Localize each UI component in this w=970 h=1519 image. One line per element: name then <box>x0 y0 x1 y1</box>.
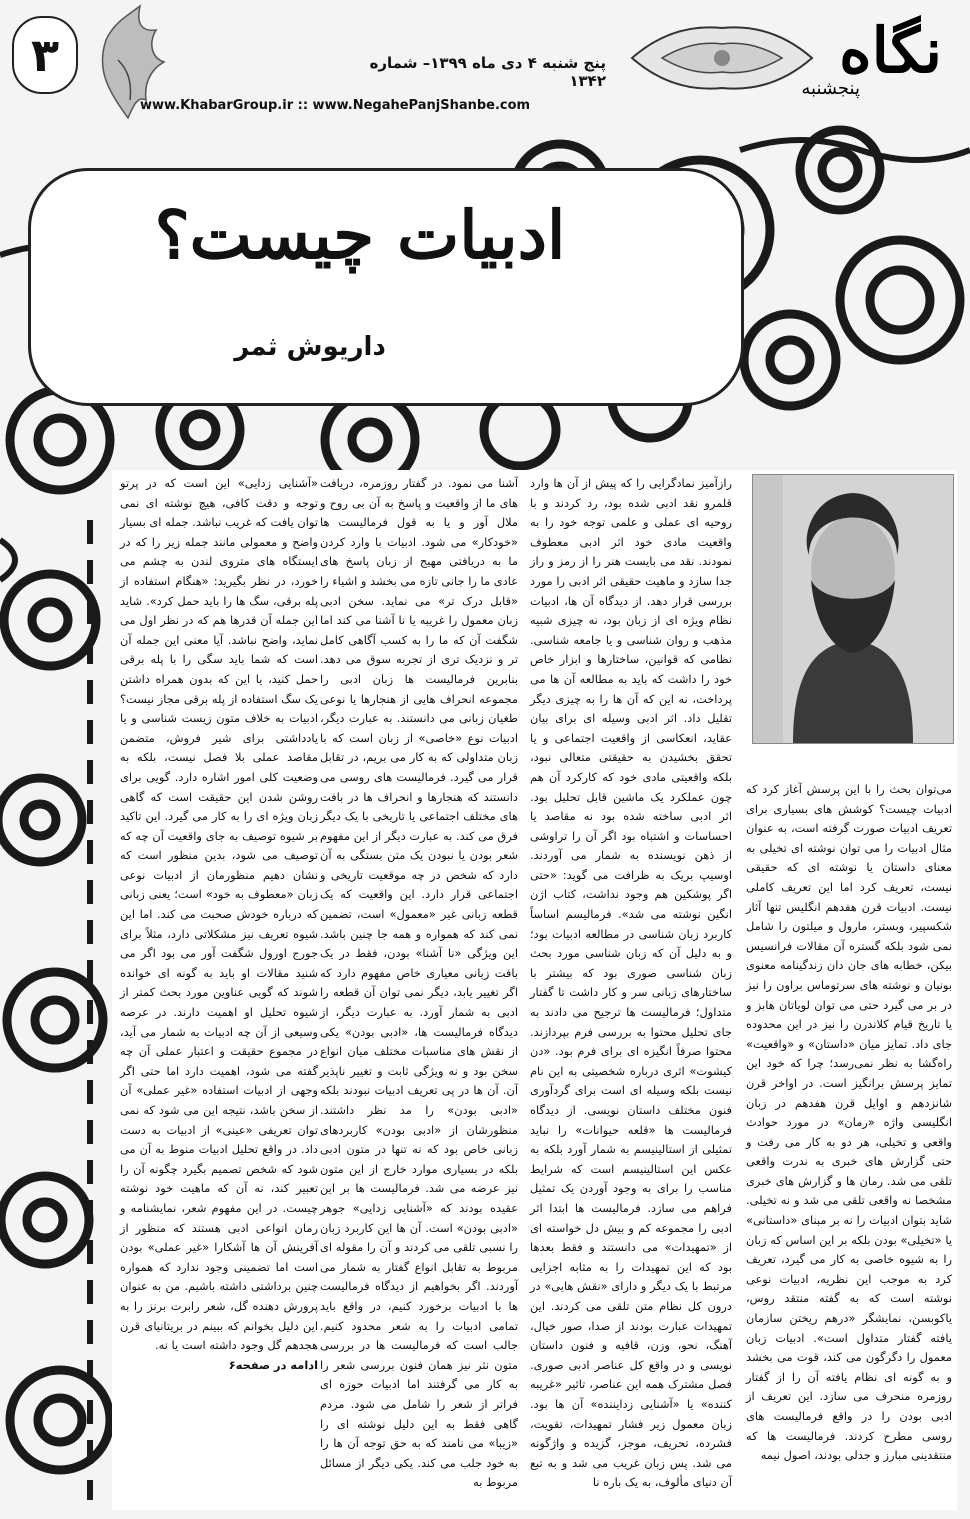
article-column-4 <box>120 474 318 1375</box>
brand-logo-text: نگاه <box>839 14 942 87</box>
brand-subtitle: پنجشنبه <box>801 78 860 99</box>
issue-date-line: پنج شنبه ۴ دی ماه ۱۳۹۹– شماره ۱۳۴۲ <box>369 54 606 90</box>
article-column-2 <box>530 474 732 1493</box>
website-urls: www.KhabarGroup.ir :: www.NegahePanjShanbe.com <box>140 98 531 113</box>
page-number: ۳ <box>12 16 78 94</box>
ornament-frame-icon <box>622 18 822 98</box>
column-2-text: رازآمیز نمادگرایی را که پیش از آن ها وارد قلمرو نقد ادبی شده بود، رد کردند و با روحیه ای عملی و علمی توجه خود را به واقعیت مادی خود اثر ادبی معطوف نمودند. نقد می بایست هنر را از رمز و راز جدا سازد و ماهیت حقیقی اثر ادبی را مورد بررسی قرار دهد. از دیدگاه آن ها، ادبیات نظام ویژه ای از زبان بود، نه چیزی شبیه مذهب و روان شناسی و یا جامعه شناسی. نظامی که قوانین، ساختارها و ابزار خاص خود را داشت که باید به مطالعه آن ها می پرداخت، نه این که آن ها را به چیزی دیگر تقلیل داد. اثر ادبی وسیله ای برای بیان عقاید، انعکاسی از واقعیت اجتماعی و یا تحقق بخشیدن به حقیقتی متعالی نبود، بلکه واقعیتی مادی خود که کارکرد آن هم چون عملکرد یک ماشین قابل تحلیل بود. اثر ادبی ساخته شده بود نه مقاصد یا احساسات و اشتباه بود اگر آن را تراوشی از ذهن نویسنده به شمار می آوردند. اوسیپ بریک به ظرافت می گوید: «حتی اگر پوشکین هم وجود نداشت، کتاب اژن انگین نوشته می شد». فرمالیسم اساساً کاربرد زبان شناسی در مطالعه ادبیات بود؛ و به دلیل آن که زبان شناسی مورد بحث زبان شناسی صوری بود که بیشتر با ساختارهای زبانی سر و کار داشت تا گفتار متداول؛ فرمالیست ها ترجیح می دادند به جای تحلیل محتوا به بررسی فرم بپردازند. محتوا صرفاً انگیزه ای برای فرم بود. «دن کیشوت» اثری درباره شخصیتی به این نام نیست بلکه وسیله ای است برای گردآوری فنون مختلف داستان نویسی. از دیدگاه فرمالیست ها «قلعه حیوانات» را نباید تمثیلی از استالینیسم به شمار آورد بلکه به عکس این استالینیسم است که شرایط مناسب را برای به وجود آوردن یک تمثیل فراهم می سازد. فرمالیست ها ابتدا اثر ادبی را مجموعه کم و بیش دل خواسته ای از «تمهیدات» می دانستند و فقط بعدها بود که این تمهیدات را به مثابه اجزایی مرتبط با یک دیگر و دارای «نقش هایی» در درون کل نظام متن تلقی می کردند. این تمهیدات عبارت بودند از صدا، صور خیال، آهنگ، نحو، وزن، قافیه و فنون داستان نویسی و در واقع کل عناصر ادبی صوری. فصل مشترک همه این عناصر، تاثیر «غریبه کننده» یا «آشنایی زدایننده» آن ها بود. زبان معمول زیر فشار تمهیدات، تقویت، فشرده، تحریف، موجز، گزیده و واژگونه می شد. پس زبان غریب می شد و به تبع آن دنیای مألوف، به یک باره نا <box>530 476 732 1490</box>
article-author: داریوش ثمر <box>234 332 386 362</box>
continued-on-page: ادامه در صفحه۶ <box>228 1357 318 1372</box>
author-portrait-image <box>753 475 953 743</box>
article-title: ادبیات چیست؟ <box>154 196 566 274</box>
author-photo <box>752 474 954 744</box>
article-column-3 <box>320 474 518 1493</box>
column-1-text: می‌توان بحث را با این پرسش آغاز کرد که ادبیات چیست؟ کوشش های بسیاری برای تعریف ادبیات صورت گرفته است، به عنوان مثال ادبیات را می توان نوشته ای تخیلی به معنای داستان یا نوشته ای که حقیقی نیست، تعریف کرد اما این تعریف کاملی نیست. ادبیات قرن هفدهم انگلیس تنها آثار شکسپیر، وبستر، مارول و میلتون را شامل نمی شود بلکه گستره آن مقالات فرانسیس بیکن، خطابه های جان دان زندگینامه معنوی بونیان و نوشته های سرتوماس براون را نیز در بر می گیرد حتی می توان لویاتان هابز و یا تاریخ قیام کلاندرن را نیز در این محدوده جای داد. تمایز میان «داستان» و «واقعیت» راه‌گشا به نظر نمی‌رسد؛ چرا که خود این تمایز پرسش برانگیز است. در اواخر قرن شانزدهم و اوایل قرن هفدهم در زبان انگلیسی واژه «رمان» در مورد حوادث واقعی و تخیلی، هر دو به کار می رفت و حتی گزارش های خبری به ندرت واقعی تلقی می شد. رمان ها و گزارش های خبری مشخصا نه واقعی تلقی می شد و نه تخیلی. شاید بتوان ادبیات را نه بر مبنای «داستانی» یا «تخیلی» بودن بلکه بر این اساس که زبان را به شیوه خاصی به کار می گیرد، تعریف کرد به موجب این نظریه، ادبیات نوعی نوشته است که به گفته منتقد روس، یاکوبسن، نمایشگر «درهم ریختن سازمان یافته گفتار متداول است». ادبیات زبان معمول را دگرگون می کند، قوت می بخشد و به گونه ای نظام یافته آن را از گفتار روزمره منحرف می سازد. این تعریف از ادبی بودن را در واقع فرمالیست های روسی مطرح کردند. فرمالیست ها که منتقدینی مبارز و جدلی بودند، اصول نیمه <box>746 782 952 1463</box>
article-column-1 <box>746 780 952 1466</box>
column-4-text: «آشنایی زدایی» این است که در پرتو توجه و دقت کافی، هیچ نوشته ای نمی توان یافت که غریب نباشد. جمله ای بسیار واضح و معمولی مانند جمله زیر را که در ایستگاه های متروی لندن به چشم می خورد، در نظر بگیرید: «هنگام استفاده از پله برقی، سگ ها را باید حمل کرد». شاید این جمله آن قدرها هم که در نظر اول می نماید، واضح نباشد. آیا معنی این جمله آن است که شما باید سگی را با پله برقی حمل کنید، یا این که بدون همراه داشتن یک سگ استفاده از پله برقی مجاز نیست؟ ادبیات به خلاف متون زیست شناسی و یا یادداشتی برای شیر فروش، متضمن مقاصد عملی بلا فصل نیست، بلکه به وضعیت کلی امور اشاره دارد. گویی برای روشن شدن این حقیقت است که گاهی زبان ویژه ای را به کار می گیرد. این تاکید بر شیوه توصیف به جای واقعیت آن چه که توصیف می شود، بدین منظور است که نشان دهیم منظورمان از ادبیات نوعی زبان «معطوف به خود» است؛ یعنی زبانی که درباره خودش صحبت می کند. اما این شیوه تعریف نیز مشکلاتی دارد، مثلاً برای جورج اورول شگفت آور می بود اگر می شنید مقالات او باید به گونه ای خوانده شوند که گویی عناوین مورد بحث کمتر از شیوه تحلیل او اهمیت دارند. در عرصه وسیعی از آن چه ادبیات به شمار می آید، در مجموع حقیقت و اعتبار عملی آن چه گفته می شود، اهمیت دارد اما حتی اگر وجهی از ادبیات استفاده «غیر عملی» آن از سخن باشد، نتیجه این می شود که نمی توان تعریفی «عینی» از ادبیات به دست داد. در واقع تحلیل ادبیات منوط به آن می شود که شخص تصمیم بگیرد چگونه آن را تعبیر کند، نه آن که ماهیت خود نوشته چیست. در این مفهوم شعر، نمایشنامه و رمان انواعی ادبی هستند که منظور از آفرینش آن ها آشکارا «غیر عملی» بودن است اما تضمینی وجود ندارد که همواره چنین برداشتی داشته باشیم. من به عنوان پرورش دهنده گل، شعر رابرت برنز را به این دلیل بخوانم که ببینم در بریتانیای قرن هجدهم گل وجود داشته است یا نه. <box>120 476 318 1353</box>
masthead <box>622 8 952 110</box>
column-3-text: آشنا می نمود. در گفتار روزمره، دریافت های ما از واقعیت و پاسخ به آن بی روح و ملال آور و یا به قول فرمالیست ها «خودکار» می شود. ادبیات با وارد کردن ما به دریافتی مهیج از زبان پاسخ های عادی ما را جانی تازه می بخشد و اشیاء را «قابل درک تر» می نماید. سخن ادبی زبان معمول را غریبه یا نا آشنا می کند اما شگفت آن که ما را به کسب آگاهی کامل تر و نزدیک تری از تجربه سوق می دهد. بنابرین فرمالیست ها زبان ادبی را مجموعه انحراف هایی از هنجارها یا نوعی طغیان زبانی می دانستند. به عبارت دیگر، ادبیات نوع «خاصی» از زبان است که با زبان متداولی که به کار می بریم، در تقابل قرار می گیرد. فرمالیست های روسی می دانستند که هنجارها و انحراف ها در بافت های مختلف اجتماعی یا تاریخی با یک دیگر فرق می کند. به عبارت دیگر از این مفهوم شعر بودن یا نبودن یک متن بستگی به آن دارد که شخص در چه موقعیت تاریخی و اجتماعی قرار دارد. این واقعیت که یک قطعه زبانی غیر «معمول» است، تضمین نمی کند که همواره و همه جا چنین باشد. این ویژگی «نا آشنا» بودن، فقط در یک بافت زبانی معیاری خاص مفهوم دارد که اگر تغییر یابد، دیگر نمی توان آن قطعه را ادبی به شمار آورد. به عبارت دیگر، از دیدگاه فرمالیست ها، «ادبی بودن» یکی از نقش های مناسبات مختلف میان انواع سخن بود و نه ویژگی ثابت و تغییر ناپذیر آن. آن ها در پی تعریف ادبیات نبودند بلکه «ادبی بودن» را مد نظر داشتند. منظورشان از «ادبی بودن» کاربردهای زبانی خاص بود که نه تنها در متون ادبی بلکه در بسیاری موارد خارج از این متون نیز عرضه می شد. فرمالیست ها بر این عقیده بودند که «آشنایی زدایی» جوهر «ادبی بودن» است. آن ها این کاربرد زبان را نسبی تلقی می کردند و آن را مقوله ای مربوط به تقابل انواع گفتار به شمار می آوردند. اگر بخواهیم از دیدگاه فرمالیست ها با ادبیات برخورد کنیم، در واقع باید تمامی ادبیات را به شعر محدود کنیم. جالب است که فرمالیست ها در بررسی متون نثر نیز همان فنون بررسی شعر را به کار می گرفتند اما ادبیات حوزه ای فراتر از شعر را شامل می شود. مردم گاهی فقط به این دلیل نوشته ای را «زیبا» می نامند که به حق توجه آن ها را به خود جلب می کند. یکی دیگر از مسائل مربوط به <box>320 476 518 1490</box>
page-header <box>0 0 970 130</box>
